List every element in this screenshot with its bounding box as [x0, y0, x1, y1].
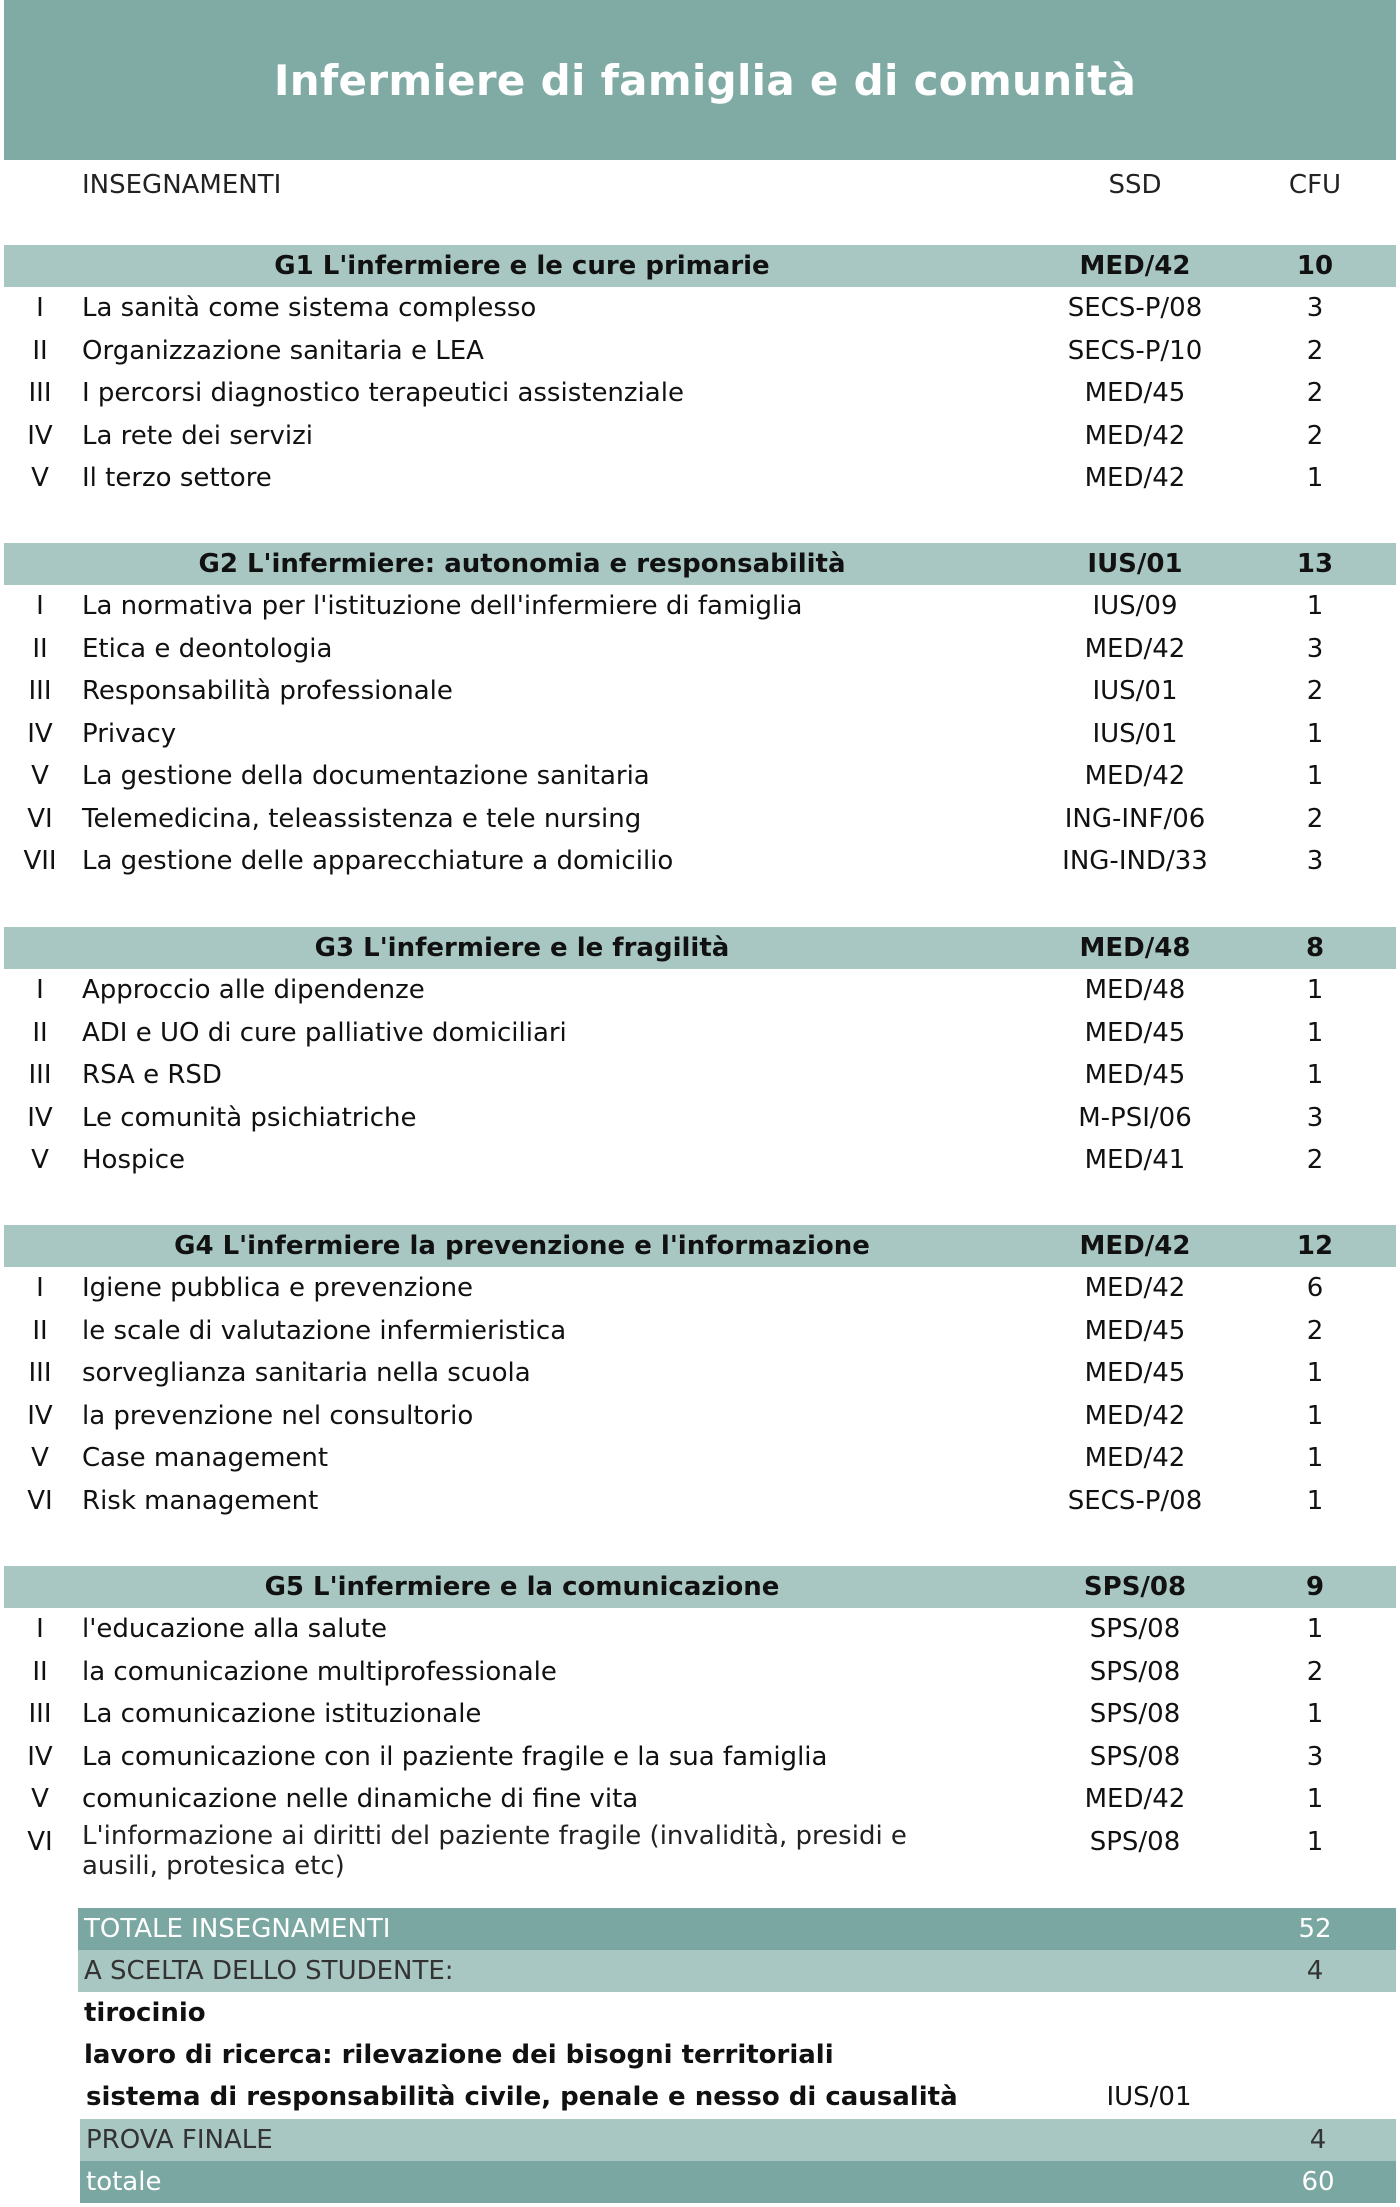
- group-cfu: 9: [1305, 1572, 1325, 1602]
- course-name: La normativa per l'istituzione dell'infermiere di famiglia: [82, 591, 803, 622]
- course-cfu: 2: [1306, 1656, 1324, 1687]
- group-cfu: 13: [1296, 549, 1334, 579]
- row-number: III: [28, 1358, 52, 1389]
- group-ssd: SPS/08: [1083, 1572, 1187, 1602]
- row-number: II: [32, 335, 48, 366]
- course-ssd: MED/45: [1084, 1358, 1186, 1389]
- table-row: [0, 1012, 1400, 1055]
- table-row: [0, 1480, 1400, 1523]
- group-title: G5 L'infermiere e la comunicazione: [264, 1572, 780, 1602]
- course-cfu: 3: [1306, 846, 1324, 877]
- course-name: Approccio alle dipendenze: [82, 975, 425, 1006]
- course-name: Privacy: [82, 718, 177, 749]
- row-number: VI: [27, 803, 53, 834]
- course-ssd: SPS/08: [1089, 1826, 1181, 1857]
- row-number: I: [36, 1614, 44, 1645]
- row-number: VI: [27, 1826, 53, 1857]
- row-number: II: [32, 1017, 48, 1048]
- row-number: IV: [27, 1102, 53, 1133]
- column-header-ssd: SSD: [1108, 170, 1162, 200]
- row-number: V: [31, 1145, 49, 1176]
- course-name: I percorsi diagnostico terapeutici assistenziale: [82, 378, 684, 409]
- course-cfu: 1: [1306, 1400, 1324, 1431]
- grand-total-row: [80, 2161, 1396, 2203]
- course-cfu: 6: [1306, 1273, 1324, 1304]
- course-cfu: 1: [1306, 1017, 1324, 1048]
- course-name: Hospice: [82, 1145, 186, 1176]
- group-title: G2 L'infermiere: autonomia e responsabilità: [198, 549, 846, 579]
- table-row: [0, 1352, 1400, 1395]
- group-g2: [0, 543, 1400, 883]
- table-row: [0, 1395, 1400, 1438]
- course-cfu: 1: [1306, 1784, 1324, 1815]
- row-number: V: [31, 1784, 49, 1815]
- table-row: [0, 1310, 1400, 1353]
- total-courses-label: TOTALE INSEGNAMENTI: [84, 1914, 391, 1944]
- table-row: [0, 330, 1400, 373]
- course-cfu: 3: [1306, 633, 1324, 664]
- group-cfu: 12: [1296, 1231, 1334, 1261]
- table-row: [0, 1437, 1400, 1480]
- course-name: comunicazione nelle dinamiche di fine vita: [82, 1784, 639, 1815]
- course-ssd: ING-INF/06: [1064, 803, 1206, 834]
- course-name: ADI e UO di cure palliative domiciliari: [82, 1017, 567, 1048]
- course-name: Etica e deontologia: [82, 633, 333, 664]
- course-ssd: IUS/01: [1092, 718, 1178, 749]
- course-name: sorveglianza sanitaria nella scuola: [82, 1358, 531, 1389]
- table-row: [0, 1693, 1400, 1736]
- course-cfu: 1: [1306, 1826, 1324, 1857]
- row-number: III: [28, 378, 52, 409]
- table-row: [0, 457, 1400, 500]
- course-ssd: M-PSI/06: [1078, 1102, 1192, 1133]
- row-number: I: [36, 975, 44, 1006]
- course-name: Telemedicina, teleassistenza e tele nursing: [82, 803, 642, 834]
- course-cfu: 1: [1306, 1060, 1324, 1091]
- course-ssd: SPS/08: [1089, 1699, 1181, 1730]
- course-cfu: 3: [1306, 1102, 1324, 1133]
- course-ssd: MED/42: [1084, 761, 1186, 792]
- table-row: [0, 1267, 1400, 1310]
- course-ssd: IUS/09: [1092, 591, 1178, 622]
- row-number: IV: [27, 1400, 53, 1431]
- course-name: la prevenzione nel consultorio: [82, 1400, 474, 1431]
- course-ssd: MED/45: [1084, 1315, 1186, 1346]
- course-ssd: SPS/08: [1089, 1741, 1181, 1772]
- course-cfu: 1: [1306, 463, 1324, 494]
- table-row: [0, 755, 1400, 798]
- course-ssd: MED/42: [1084, 1273, 1186, 1304]
- liability-label: sistema di responsabilità civile, penale e nesso di causalità: [86, 2082, 958, 2112]
- course-cfu: 2: [1306, 803, 1324, 834]
- table-row: [0, 1054, 1400, 1097]
- row-number: V: [31, 463, 49, 494]
- group-title: G3 L'infermiere e le fragilità: [314, 933, 730, 963]
- research-label: lavoro di ricerca: rilevazione dei bisogni territoriali: [84, 2040, 834, 2070]
- course-name: Responsabilità professionale: [82, 676, 453, 707]
- research-row: [78, 2034, 1396, 2076]
- course-name: Organizzazione sanitaria e LEA: [82, 335, 484, 366]
- final-exam-cfu: 4: [1309, 2125, 1327, 2155]
- group-header: [4, 927, 1396, 969]
- course-cfu: 2: [1306, 420, 1324, 451]
- row-number: IV: [27, 1741, 53, 1772]
- course-cfu: 1: [1306, 1358, 1324, 1389]
- row-number: I: [36, 1273, 44, 1304]
- table-row: [0, 287, 1400, 330]
- table-row: [0, 1778, 1400, 1821]
- row-number: II: [32, 1656, 48, 1687]
- course-cfu: 1: [1306, 1485, 1324, 1516]
- group-g4: [0, 1225, 1400, 1522]
- grand-total-label: totale: [86, 2167, 162, 2197]
- group-header: [4, 1225, 1396, 1267]
- grand-total-cfu: 60: [1301, 2167, 1335, 2197]
- group-header: [4, 543, 1396, 585]
- course-name: RSA e RSD: [82, 1060, 222, 1091]
- table-row: [0, 1651, 1400, 1694]
- group-g3: [0, 927, 1400, 1182]
- row-number: IV: [27, 420, 53, 451]
- row-number: IV: [27, 718, 53, 749]
- final-exam-label: PROVA FINALE: [86, 2125, 273, 2155]
- row-number: III: [28, 1699, 52, 1730]
- course-ssd: SECS-P/08: [1067, 293, 1203, 324]
- course-name: Le comunità psichiatriche: [82, 1102, 417, 1133]
- row-number: III: [28, 1060, 52, 1091]
- group-header: [4, 1566, 1396, 1608]
- course-name: La comunicazione con il paziente fragile e la sua famiglia: [82, 1741, 828, 1772]
- group-g1: [0, 245, 1400, 500]
- table-row: [0, 628, 1400, 671]
- course-cfu: 3: [1306, 1741, 1324, 1772]
- row-number: VI: [27, 1485, 53, 1516]
- group-g5: [0, 1566, 1400, 1881]
- group-cfu: 8: [1305, 933, 1325, 963]
- course-cfu: 2: [1306, 676, 1324, 707]
- row-number: V: [31, 761, 49, 792]
- course-ssd: MED/45: [1084, 378, 1186, 409]
- column-header-cfu: CFU: [1288, 170, 1342, 200]
- course-ssd: MED/42: [1084, 1784, 1186, 1815]
- row-number: III: [28, 676, 52, 707]
- row-number: II: [32, 633, 48, 664]
- liability-row: [80, 2076, 1396, 2118]
- group-ssd: MED/42: [1079, 251, 1191, 281]
- course-cfu: 1: [1306, 591, 1324, 622]
- course-name: La gestione delle apparecchiature a domicilio: [82, 846, 674, 877]
- course-name: Case management: [82, 1443, 329, 1474]
- course-ssd: MED/45: [1084, 1017, 1186, 1048]
- course-cfu: 1: [1306, 1699, 1324, 1730]
- course-ssd: MED/45: [1084, 1060, 1186, 1091]
- elective-cfu: 4: [1306, 1956, 1324, 1986]
- course-ssd: MED/42: [1084, 633, 1186, 664]
- column-header-course: INSEGNAMENTI: [82, 170, 282, 200]
- course-ssd: SPS/08: [1089, 1614, 1181, 1645]
- table-row: [0, 969, 1400, 1012]
- liability-ssd: IUS/01: [1106, 2082, 1192, 2112]
- course-cfu: 1: [1306, 761, 1324, 792]
- table-row: [0, 1139, 1400, 1182]
- group-ssd: MED/48: [1079, 933, 1191, 963]
- course-cfu: 2: [1306, 335, 1324, 366]
- total-courses-cfu: 52: [1298, 1914, 1332, 1944]
- course-ssd: MED/42: [1084, 1400, 1186, 1431]
- final-exam-row: [80, 2119, 1396, 2161]
- row-number: I: [36, 591, 44, 622]
- course-name: la comunicazione multiprofessionale: [82, 1656, 557, 1687]
- course-cfu: 1: [1306, 1443, 1324, 1474]
- course-ssd: MED/42: [1084, 463, 1186, 494]
- course-cfu: 2: [1306, 1315, 1324, 1346]
- course-ssd: MED/41: [1084, 1145, 1186, 1176]
- table-row: [0, 585, 1400, 628]
- course-name: Il terzo settore: [82, 463, 272, 494]
- group-title: G4 L'infermiere la prevenzione e l'informazione: [174, 1231, 870, 1261]
- table-row: [0, 1097, 1400, 1140]
- table-row: [0, 1820, 1400, 1881]
- table-row: [0, 372, 1400, 415]
- course-name: La gestione della documentazione sanitaria: [82, 761, 650, 792]
- course-name: Risk management: [82, 1485, 319, 1516]
- row-number: I: [36, 293, 44, 324]
- course-name: le scale di valutazione infermieristica: [82, 1315, 567, 1346]
- title-banner: [4, 0, 1396, 160]
- course-cfu: 1: [1306, 1614, 1324, 1645]
- table-row: [0, 670, 1400, 713]
- course-ssd: SECS-P/10: [1067, 335, 1203, 366]
- table-row: [0, 1608, 1400, 1651]
- row-number: V: [31, 1443, 49, 1474]
- course-ssd: MED/42: [1084, 1443, 1186, 1474]
- elective-row: [78, 1950, 1396, 1992]
- course-name: Igiene pubblica e prevenzione: [82, 1273, 474, 1304]
- course-cfu: 1: [1306, 718, 1324, 749]
- course-name: La sanità come sistema complesso: [82, 293, 537, 324]
- table-row: [0, 840, 1400, 883]
- table-row: [0, 415, 1400, 458]
- group-title: G1 L'infermiere e le cure primarie: [274, 251, 770, 281]
- course-name: La rete dei servizi: [82, 420, 313, 451]
- course-cfu: 2: [1306, 378, 1324, 409]
- course-name: La comunicazione istituzionale: [82, 1699, 482, 1730]
- elective-label: A SCELTA DELLO STUDENTE:: [84, 1956, 454, 1986]
- row-number: VII: [23, 846, 57, 877]
- page-title: Infermiere di famiglia e di comunità: [273, 55, 1137, 105]
- group-ssd: IUS/01: [1087, 549, 1183, 579]
- internship-label: tirocinio: [84, 1998, 206, 2028]
- internship-row: [78, 1992, 1396, 2034]
- course-ssd: MED/48: [1084, 975, 1186, 1006]
- course-name: L'informazione ai diritti del paziente fragile (invalidità, presidi e ausili, protesica etc): [82, 1820, 907, 1881]
- group-cfu: 10: [1296, 251, 1334, 281]
- table-row: [0, 1736, 1400, 1779]
- table-row: [0, 713, 1400, 756]
- course-ssd: SECS-P/08: [1067, 1485, 1203, 1516]
- course-ssd: ING-IND/33: [1062, 846, 1208, 877]
- table-row: [0, 798, 1400, 841]
- course-ssd: IUS/01: [1092, 676, 1178, 707]
- course-cfu: 3: [1306, 293, 1324, 324]
- course-cfu: 1: [1306, 975, 1324, 1006]
- group-ssd: MED/42: [1079, 1231, 1191, 1261]
- course-name: l'educazione alla salute: [82, 1614, 388, 1645]
- course-ssd: MED/42: [1084, 420, 1186, 451]
- course-ssd: SPS/08: [1089, 1656, 1181, 1687]
- total-courses-row: [78, 1908, 1396, 1950]
- row-number: II: [32, 1315, 48, 1346]
- group-header: [4, 245, 1396, 287]
- course-cfu: 2: [1306, 1145, 1324, 1176]
